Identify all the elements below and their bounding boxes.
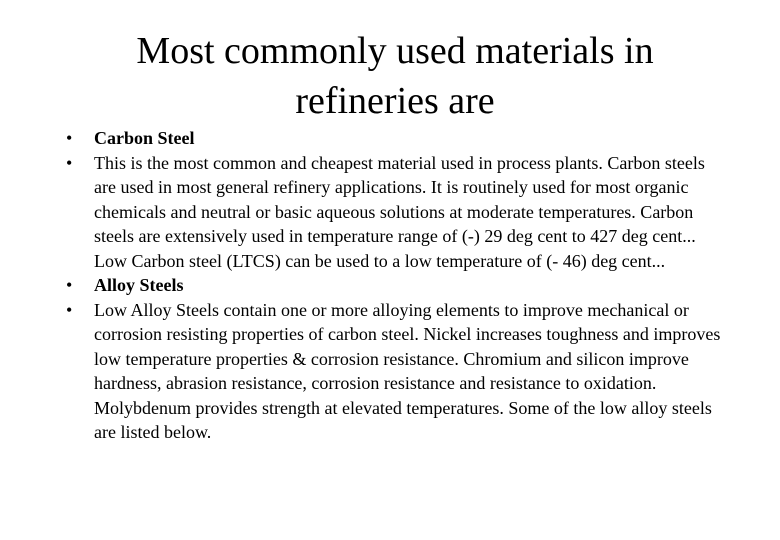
bullet-item-alloy-steels-description bbox=[66, 298, 726, 445]
bullet-list bbox=[66, 126, 726, 445]
bullet-text: Carbon Steel bbox=[94, 128, 195, 148]
bullet-item-carbon-steel-description bbox=[66, 151, 726, 274]
bullet-item-carbon-steel-heading bbox=[66, 126, 726, 151]
bullet-icon: • bbox=[66, 275, 73, 295]
bullet-icon: • bbox=[66, 128, 73, 148]
bullet-item-alloy-steels-heading bbox=[66, 273, 726, 298]
slide-title: Most commonly used materials in refineries are bbox=[136, 30, 654, 122]
bullet-text: Low Alloy Steels contain one or more alloying elements to improve mechanical or corrosion resisting properties of carbon steel. Nickel increases toughness and improves low temperature properties & corrosion resistance. Chromium and silicon improve hardness, abrasion resistance, corrosion resistance and resistance to oxidation. Molybdenum provides strength at elevated temperatures. Some of the low alloy steels are listed below. bbox=[94, 299, 721, 442]
bullet-text: This is the most common and cheapest material used in process plants. Carbon steels are used in most general refinery applications. It is routinely used for most organic chemicals and neutral or basic aqueous solutions at moderate temperatures. Carbon steels are extensively used in temperature range of (-) 29 deg cent to 427 deg cent... Low Carbon steel (LTCS) can be used to a low temperature of (- 46) deg cent... bbox=[94, 152, 705, 271]
bullet-icon: • bbox=[66, 152, 73, 173]
bullet-text: Alloy Steels bbox=[94, 275, 184, 295]
bullet-icon: • bbox=[66, 299, 73, 320]
